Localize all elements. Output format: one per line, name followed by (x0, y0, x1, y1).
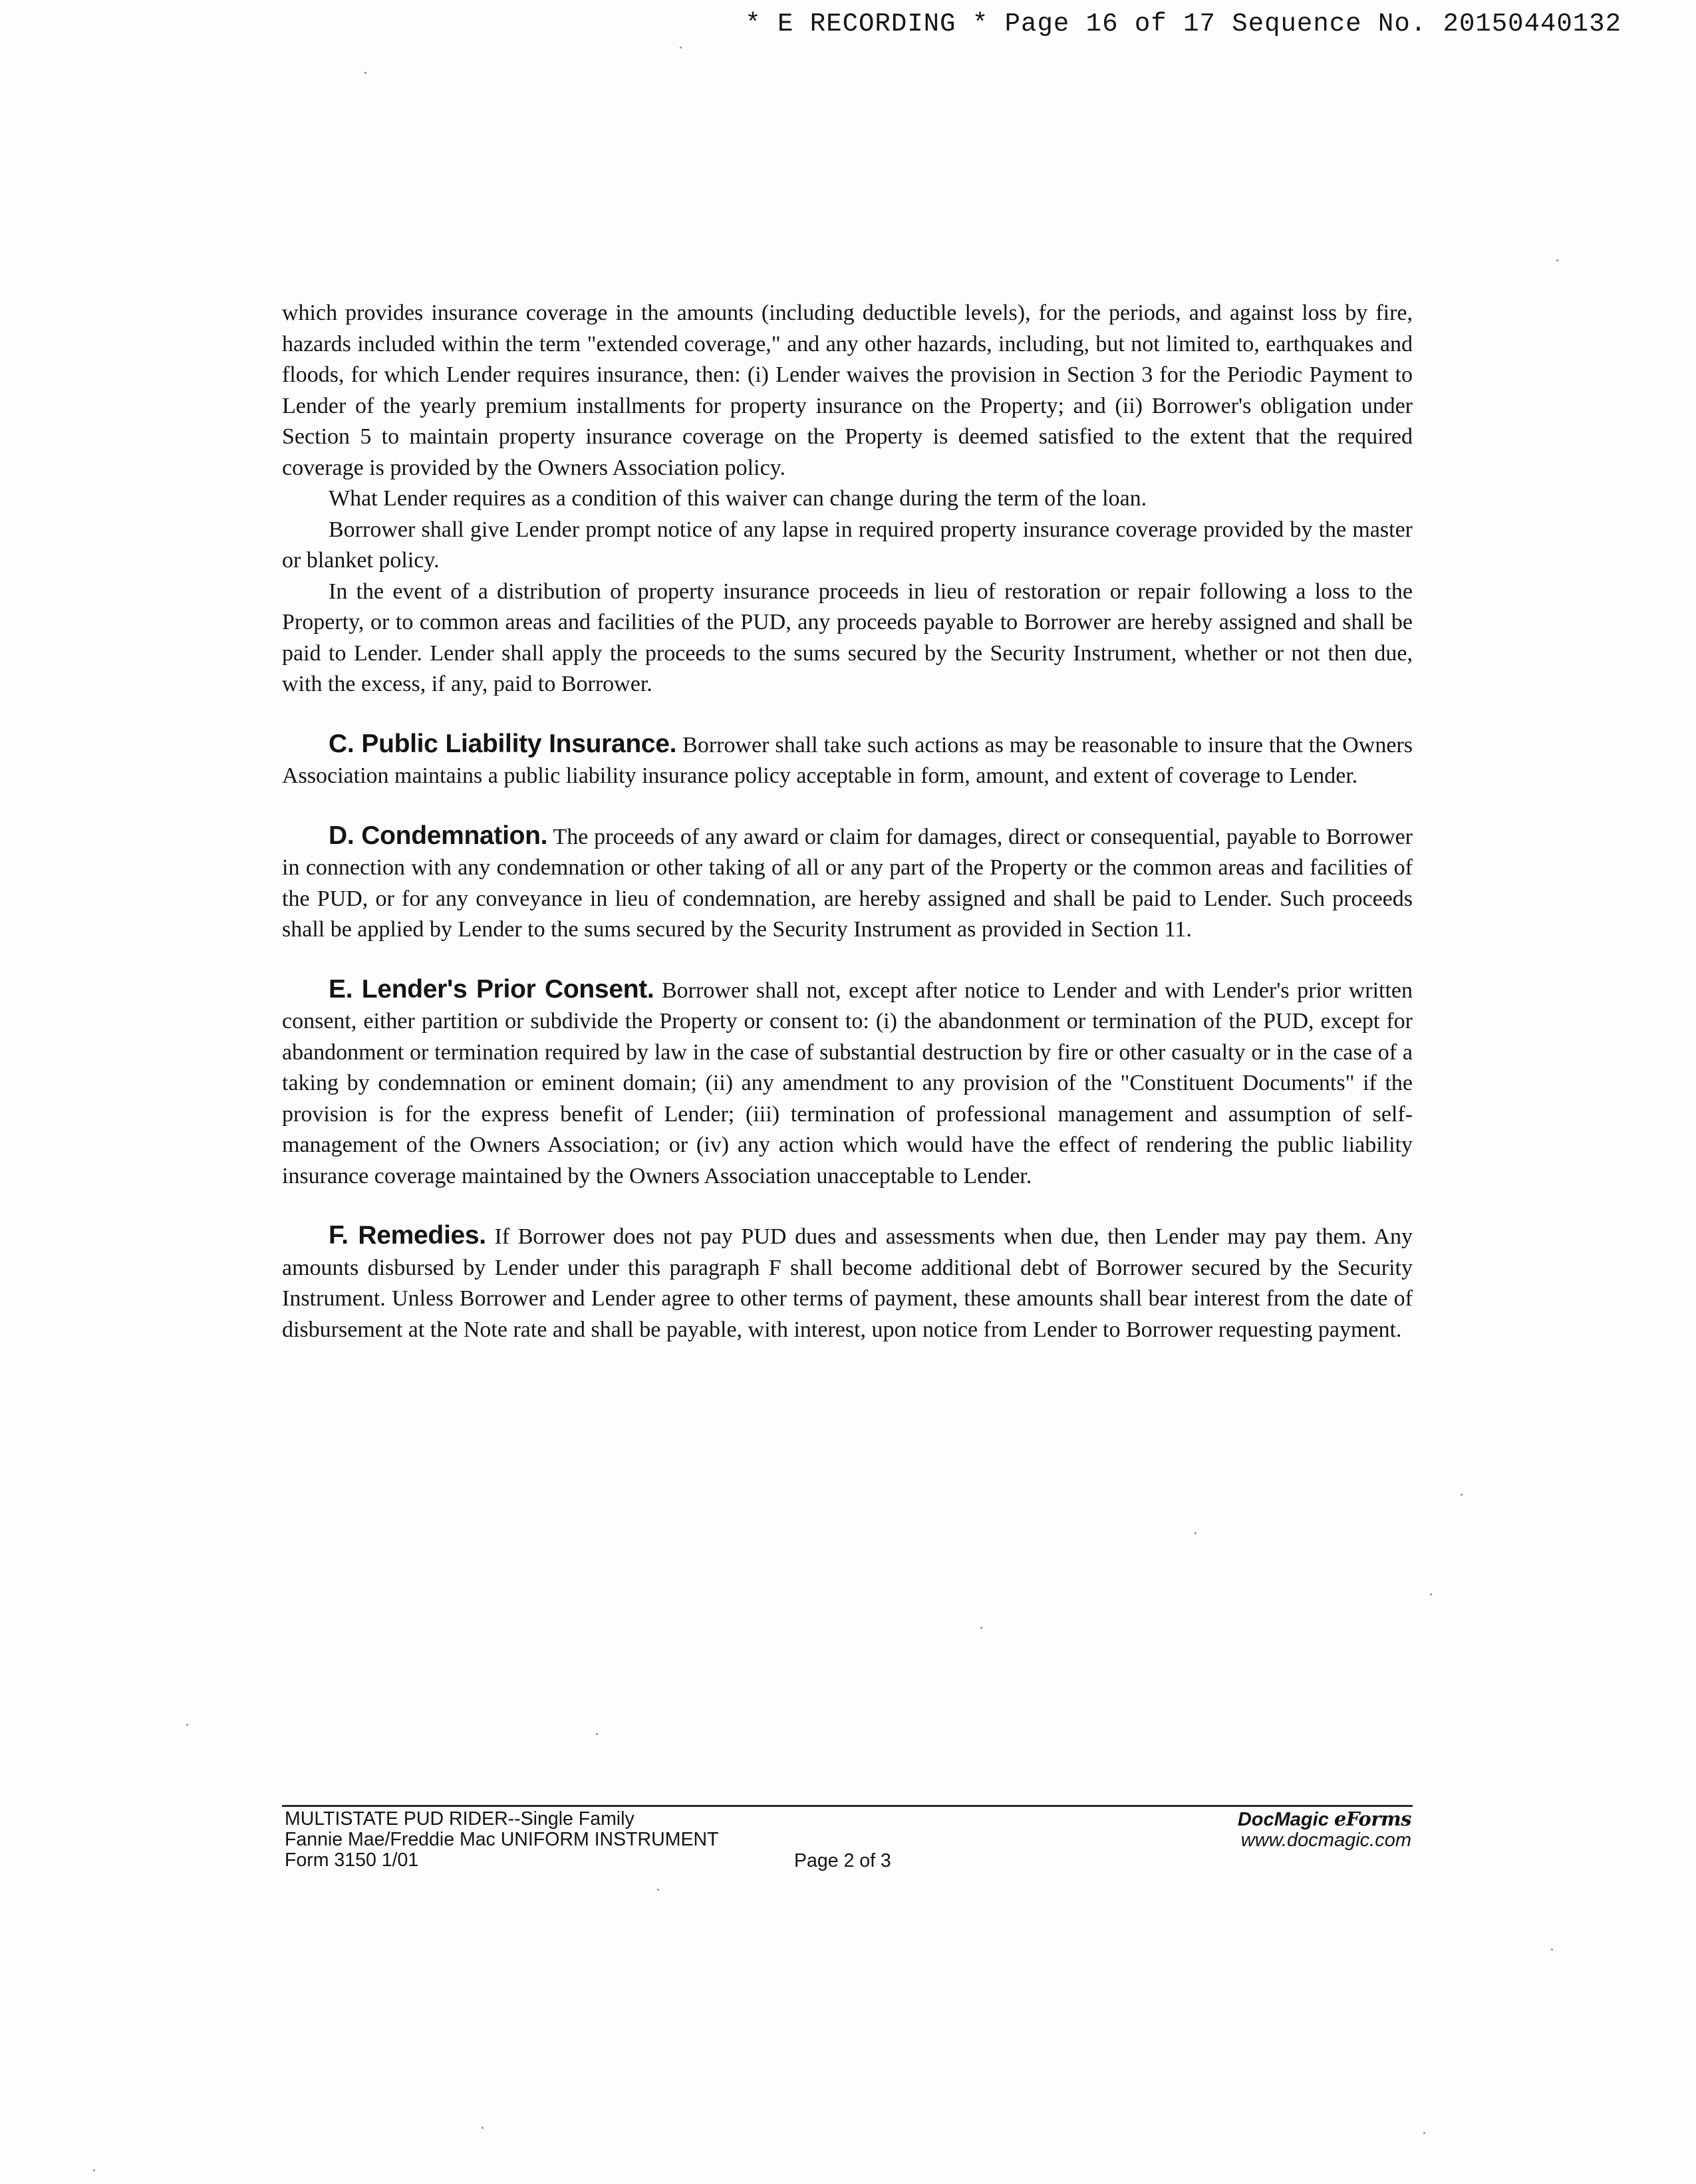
paragraph-waiver-condition: What Lender requires as a condition of this waiver can change during the term of the loan. (329, 486, 1147, 511)
scan-speck (93, 2169, 95, 2171)
section-e-prior-consent (282, 974, 1413, 1192)
scan-speck (1423, 2132, 1425, 2134)
scan-speck (1430, 1593, 1432, 1595)
eforms-logo: eForms (1334, 1808, 1411, 1830)
section-c-public-liability (282, 729, 1413, 792)
section-c-text: Borrower shall take such actions as may be reasonable to insure that the Owners Association maintains a public liability insurance policy acceptable in form, amount, and extent of coverage to Lender. (282, 732, 1413, 788)
scan-speck (680, 47, 682, 49)
document-body (282, 298, 1413, 1345)
section-d-condemnation (282, 821, 1413, 946)
paragraph-insurance-proceeds: In the event of a distribution of property insurance proceeds in lieu of restoration or repair following a loss to the Property, or to common areas and facilities of the PUD, any proceeds payable to Borrower are hereby assigned and shall be paid to Lender. Lender shall apply the proceeds to the sums secured by the Security Instrument, whether or not then due, with the excess, if any, paid to Borrower. (282, 579, 1413, 696)
brand-url: www.docmagic.com (1240, 1830, 1411, 1851)
form-number: Form 3150 1/01 (285, 1849, 419, 1871)
paragraph-lapse-notice: Borrower shall give Lender prompt notice of any lapse in required property insurance coverage provided by the master or blanket policy. (282, 517, 1413, 573)
scan-speck (1556, 259, 1558, 261)
docmagic-logo (1238, 1809, 1411, 1830)
brand-name: DocMagic (1237, 1809, 1329, 1830)
scan-speck (1195, 1532, 1197, 1534)
section-e-text: Borrower shall not, except after notice to Lender and with Lender's prior written consent, either partition or subdivide the Property or consent to: (i) the abandonment or termination of the PUD, except for abandonment or termination required by law in the case of substantial destruction by fire or other casualty or in the case of a taking by condemnation or eminent domain; (ii) any amendment to any provision of the "Constituent Documents" if the provision is for the express benefit of Lender; (iii) termination of professional management and assumption of self-management of the Owners Association; or (iv) any action which would have the effect of rendering the public liability insurance coverage maintained by the Owners Association unacceptable to Lender. (282, 978, 1413, 1188)
form-identification (285, 1809, 718, 1871)
recording-header: * E RECORDING * Page 16 of 17 Sequence No. 20150440132 (745, 9, 1622, 39)
paragraph-insurance-coverage: which provides insurance coverage in the amounts (including deductible levels), for the periods, and against loss by fire, hazards included within the term "extended coverage," and any other hazards, including, but not limited to, earthquakes and floods, for which Lender requires insurance, then: (i) Lender waives the provision in Section 3 for the Periodic Payment to Lender of the yearly premium installments for property insurance on the Property; and (ii) Borrower's obligation under Section 5 to maintain property insurance coverage on the Property is deemed satisfied to the extent that the required coverage is provided by the Owners Association policy. (282, 301, 1413, 480)
section-f-heading: F. Remedies. (329, 1221, 486, 1250)
section-f-remedies (282, 1220, 1413, 1345)
form-instrument: Fannie Mae/Freddie Mac UNIFORM INSTRUMENT (285, 1829, 719, 1850)
scan-speck (980, 1627, 982, 1629)
scan-speck (364, 72, 366, 74)
section-e-heading: E. Lender's Prior Consent. (329, 974, 654, 1004)
section-f-text: If Borrower does not pay PUD dues and assessments when due, then Lender may pay them. Any amounts disbursed by Lender under this paragraph F shall become additional debt of Borrower secured by the Security Instrument. Unless Borrower and Lender agree to other terms of payment, these amounts shall bear interest from the date of disbursement at the Note rate and shall be payable, with interest, upon notice from Lender to Borrower requesting payment. (282, 1224, 1413, 1342)
section-d-heading: D. Condemnation. (329, 821, 548, 850)
scan-speck (1551, 1949, 1553, 1951)
docmagic-branding (1238, 1809, 1411, 1851)
form-title: MULTISTATE PUD RIDER--Single Family (285, 1808, 635, 1830)
footer-divider (282, 1805, 1413, 1807)
page-number: Page 2 of 3 (794, 1850, 891, 1871)
scan-speck (596, 1733, 598, 1735)
scan-speck (657, 1889, 659, 1891)
section-d-text: The proceeds of any award or claim for damages, direct or consequential, payable to Borrower in connection with any condemnation or other taking of all or any part of the Property or the common areas and facilities of the PUD, or for any conveyance in lieu of condemnation, are hereby assigned and shall be paid to Lender. Such proceeds shall be applied by Lender to the sums secured by the Security Instrument as provided in Section 11. (282, 824, 1413, 942)
section-c-heading: C. Public Liability Insurance. (329, 729, 677, 758)
scan-speck (1461, 1494, 1463, 1496)
scan-speck (186, 1724, 188, 1726)
scan-speck (482, 2127, 484, 2129)
